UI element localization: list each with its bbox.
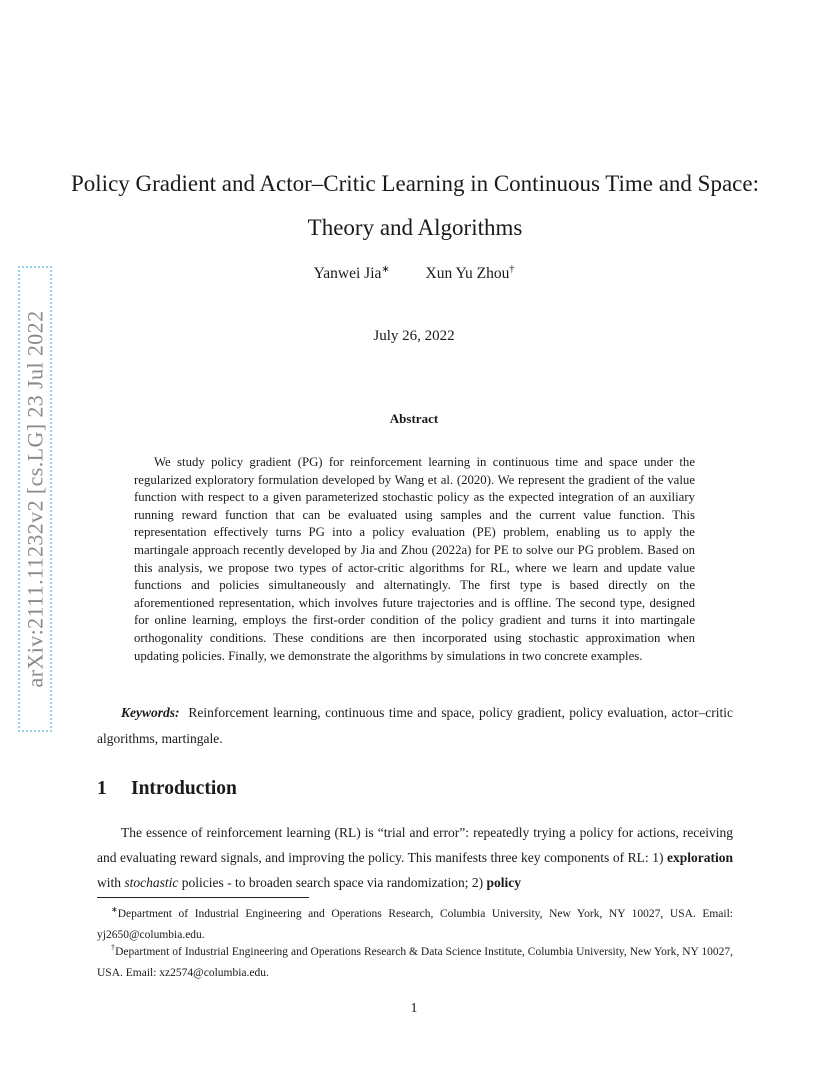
abstract-body: We study policy gradient (PG) for reinforcement learning in continuous time and space under the regularized exploratory formulation developed by Wang et al. (2020). We represent the gradient of the value function with respect to a given parameterized stochastic policy as the expected integration of an auxiliary running reward function that can be evaluated using samples and the current value function. This representation effectively turns PG into a policy evaluation (PE) problem, enabling us to apply the martingale approach recently developed by Jia and Zhou (2022a) for PE to solve our PG problem. Based on this analysis, we propose two types of actor-critic algorithms for RL, where we learn and update value functions and policies simultaneously and alternatingly. The first type is based directly on the aforementioned representation, which involves future trajectories and is offline. The second type, designed for online learning, employs the first-order condition of the policy gradient and turns it into martingale orthogonality conditions. These conditions are then incorporated using stochastic approximation when updating policies. Finally, we demonstrate the algorithms by simulations in two concrete examples. (134, 455, 695, 663)
intro-emphasis: exploration (667, 850, 733, 865)
footnote-mark: † (111, 943, 116, 952)
arxiv-identifier: arXiv:2111.11232v2 [cs.LG] 23 Jul 2022 (22, 310, 47, 688)
abstract-heading: Abstract (389, 411, 439, 426)
section-heading (97, 778, 237, 800)
intro-text: with (97, 875, 125, 890)
footnote-mark: ∗ (111, 905, 118, 914)
paper-title: Policy Gradient and Actor–Critic Learning in Continuous Time and Space: Theory and Algorithms (71, 171, 759, 240)
author-name: Yanwei Jia (313, 265, 382, 283)
intro-emphasis: stochastic (124, 875, 179, 890)
footnote (97, 937, 733, 984)
footnote-divider (97, 897, 309, 898)
author-name: Xun Yu Zhou (425, 265, 510, 283)
intro-text: policies - to broaden search space via randomization; 2) (178, 875, 487, 890)
intro-paragraph (97, 820, 733, 895)
footnote-text: Department of Industrial Engineering and Operations Research & Data Science Institute, Columbia University, New York, NY 10027, USA. Email: xz2574@columbia.edu. (97, 945, 734, 979)
footnote-text: Department of Industrial Engineering and Operations Research, Columbia University, New York, NY 10027, USA. Email: yj2650@columbia.edu. (97, 907, 733, 941)
intro-emphasis: policy (486, 875, 522, 890)
keywords-text: Reinforcement learning, continuous time and space, policy gradient, policy evaluation, actor–critic algorithms, martingale. (97, 705, 733, 746)
author-footnote-mark: ∗ (381, 264, 390, 275)
keywords-paragraph (97, 700, 733, 752)
section-title: Introduction (131, 778, 237, 799)
intro-text: The essence of reinforcement learning (RL) is “trial and error”: repeatedly trying a policy for actions, receiving and evaluating reward signals, and improving the policy. This manifests three key components of RL: 1) (97, 825, 733, 865)
publication-date: July 26, 2022 (373, 328, 455, 344)
keywords-label: Keywords: (121, 705, 180, 720)
author-list (0, 264, 828, 283)
author-footnote-mark: † (509, 264, 515, 275)
page-number: 1 (410, 1001, 418, 1016)
section-number: 1 (97, 778, 107, 799)
